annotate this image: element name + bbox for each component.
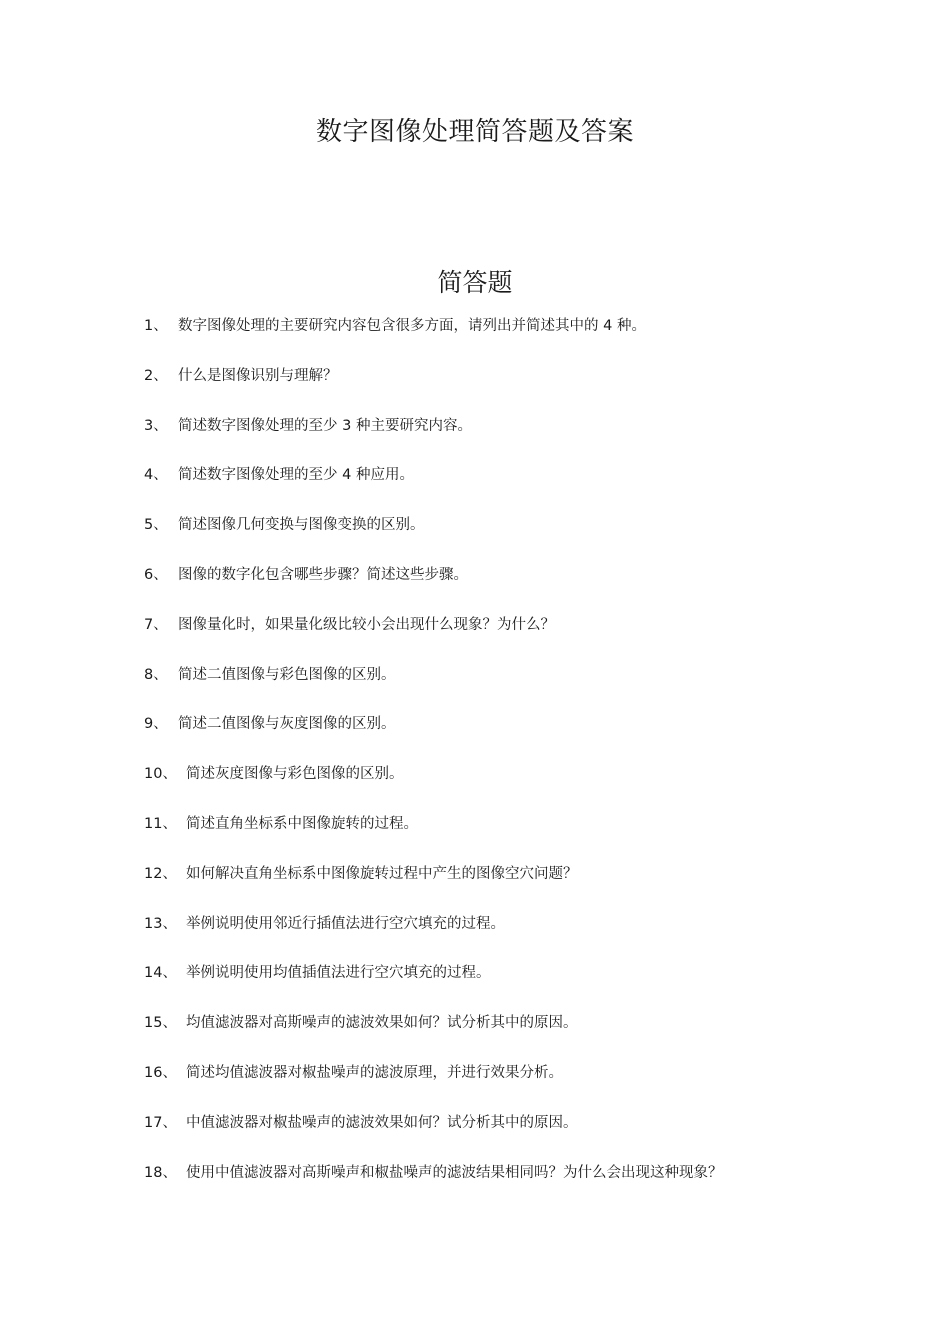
question-item [0,512,950,562]
question-number: 16、 [144,1064,177,1081]
question-list [0,313,950,1209]
question-text: 中值滤波器对椒盐噪声的滤波效果如何？试分析其中的原因。 [186,1114,578,1131]
question-number: 4、 [144,467,168,484]
question-number: 11、 [144,815,177,832]
question-item [0,811,950,861]
question-number: 3、 [144,417,168,434]
question-item [0,1010,950,1060]
document-title: 数字图像处理简答题及答案 [315,117,634,147]
question-item [0,1110,950,1160]
section-heading: 简答题 [437,268,513,297]
question-text: 简述直角坐标系中图像旋转的过程。 [186,815,418,832]
question-number: 18、 [144,1164,177,1181]
question-text: 使用中值滤波器对高斯噪声和椒盐噪声的滤波结果相同吗？为什么会出现这种现象？ [186,1164,723,1181]
question-number: 6、 [144,566,168,583]
question-text: 简述二值图像与彩色图像的区别。 [178,666,396,683]
question-number: 10、 [144,766,177,783]
question-number: 17、 [144,1114,177,1131]
question-text: 简述数字图像处理的至少 3 种主要研究内容。 [178,417,472,434]
question-item [0,960,950,1010]
question-item [0,1060,950,1110]
question-text: 举例说明使用均值插值法进行空穴填充的过程。 [186,965,491,982]
question-text: 图像的数字化包含哪些步骤？简述这些步骤。 [178,566,468,583]
question-number: 5、 [144,517,168,534]
question-text: 简述均值滤波器对椒盐噪声的滤波原理，并进行效果分析。 [186,1064,563,1081]
question-number: 9、 [144,716,168,733]
question-item [0,363,950,413]
question-number: 7、 [144,616,168,633]
question-number: 12、 [144,865,177,882]
question-text: 简述灰度图像与彩色图像的区别。 [186,766,404,783]
question-text: 如何解决直角坐标系中图像旋转过程中产生的图像空穴问题？ [186,865,578,882]
question-item [0,462,950,512]
question-text: 简述数字图像处理的至少 4 种应用。 [178,467,414,484]
question-text: 简述图像几何变换与图像变换的区别。 [178,517,425,534]
question-item [0,662,950,712]
question-number: 8、 [144,666,168,683]
question-item [0,1160,950,1210]
question-number: 1、 [144,318,168,334]
question-text: 图像量化时，如果量化级比较小会出现什么现象？为什么？ [178,616,555,633]
question-text: 举例说明使用邻近行插值法进行空穴填充的过程。 [186,915,505,932]
question-item [0,612,950,662]
question-number: 14、 [144,965,177,982]
question-item [0,562,950,612]
question-number: 2、 [144,367,168,384]
question-item [0,761,950,811]
question-number: 15、 [144,1015,177,1032]
question-item [0,861,950,911]
question-item [0,413,950,463]
question-text: 均值滤波器对高斯噪声的滤波效果如何？试分析其中的原因。 [186,1015,578,1032]
question-number: 13、 [144,915,177,932]
question-text: 简述二值图像与灰度图像的区别。 [178,716,396,733]
question-text: 数字图像处理的主要研究内容包含很多方面，请列出并简述其中的 4 种。 [178,318,646,334]
question-item [0,313,950,363]
question-item [0,711,950,761]
question-text: 什么是图像识别与理解？ [178,367,338,384]
question-item [0,911,950,961]
